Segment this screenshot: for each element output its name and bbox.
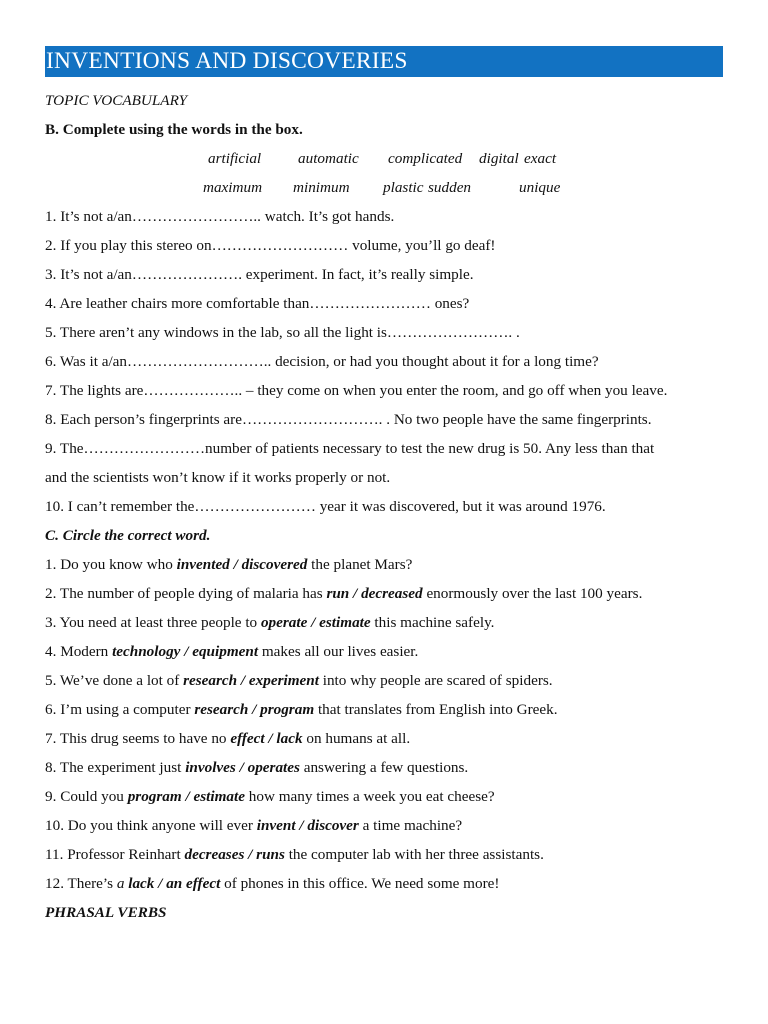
- item-text: of phones in this office. We need some more!: [220, 875, 500, 892]
- item-text: 1. Do you know who: [45, 556, 177, 573]
- word-choice[interactable]: operate / estimate: [260, 614, 371, 631]
- box-word: unique: [519, 179, 561, 196]
- exercise-b-item-continuation: and the scientists won’t know if it works properly or not.: [45, 469, 391, 486]
- box-word: artificial: [208, 150, 262, 167]
- box-word: digital: [479, 150, 519, 167]
- exercise-c-item: [45, 758, 468, 778]
- item-text: 6. I’m using a computer: [45, 701, 195, 718]
- item-text: that translates from English into Greek.: [314, 701, 558, 718]
- item-text: this machine safely.: [370, 614, 495, 631]
- item-text: answering a few questions.: [299, 759, 469, 776]
- box-word: sudden: [428, 179, 472, 196]
- section-c-heading: C. Circle the correct word.: [45, 527, 211, 544]
- exercise-b-item: 6. Was it a/an……………………….. decision, or had you thought about it for a long time?: [45, 353, 599, 370]
- word-choice[interactable]: program / estimate: [127, 788, 245, 805]
- word-choice[interactable]: run / decreased: [326, 585, 423, 602]
- word-box-row-2: [0, 178, 768, 198]
- word-choice[interactable]: involves / operates: [185, 759, 300, 776]
- box-word: plastic: [383, 179, 424, 196]
- exercise-c-item: [45, 700, 558, 720]
- exercise-b-item: 2. If you play this stereo on……………………… volume, you’ll go deaf!: [45, 237, 496, 254]
- item-text: makes all our lives easier.: [258, 643, 419, 660]
- box-word: automatic: [298, 150, 359, 167]
- item-text: 8. The experiment just: [45, 759, 186, 776]
- exercise-b-item: 3. It’s not a/an…………………. experiment. In fact, it’s really simple.: [45, 266, 474, 283]
- item-text: on humans at all.: [302, 730, 411, 747]
- exercise-b-item: 9. The……………………number of patients necessary to test the new drug is 50. Any less than that: [45, 440, 655, 457]
- exercise-b-item: 7. The lights are……………….. – they come on when you enter the room, and go off when you leave.: [45, 382, 668, 399]
- word-box-row-1: [0, 149, 768, 169]
- exercise-c-item: [45, 671, 553, 691]
- exercise-c-item: [45, 874, 499, 894]
- page-title: INVENTIONS AND DISCOVERIES: [45, 46, 723, 77]
- item-text: 7. This drug seems to have no: [45, 730, 231, 747]
- item-text: the planet Mars?: [307, 556, 413, 573]
- box-word: maximum: [203, 179, 263, 196]
- exercise-c-item: [45, 642, 418, 662]
- box-word: minimum: [293, 179, 350, 196]
- exercise-c-item: [45, 584, 642, 604]
- item-text: 5. We’ve done a lot of: [45, 672, 184, 689]
- exercise-b-item: 5. There aren’t any windows in the lab, so all the light is……………………. .: [45, 324, 520, 341]
- exercise-c-item: [45, 845, 544, 865]
- item-text: 9. Could you: [45, 788, 128, 805]
- section-b-heading: B. Complete using the words in the box.: [45, 121, 303, 138]
- item-text: enormously over the last 100 years.: [422, 585, 643, 602]
- exercise-c-item: [45, 613, 494, 633]
- word-choice[interactable]: invented / discovered: [176, 556, 308, 573]
- item-text: into why people are scared of spiders.: [318, 672, 553, 689]
- exercise-b-item: 4. Are leather chairs more comfortable than…………………… ones?: [45, 295, 470, 312]
- phrasal-verbs-heading: PHRASAL VERBS: [45, 904, 167, 921]
- word-choice[interactable]: invent / discover: [256, 817, 359, 834]
- word-choice[interactable]: research / experiment: [183, 672, 319, 689]
- item-text: 12. There’s: [45, 875, 117, 892]
- exercise-b-item: 1. It’s not a/an…………………….. watch. It’s got hands.: [45, 208, 395, 225]
- box-word: exact: [524, 150, 557, 167]
- exercise-b-item: 8. Each person’s fingerprints are………………………. . No two people have the same fingerprints.: [45, 411, 652, 428]
- topic-subtitle: TOPIC VOCABULARY: [45, 92, 188, 109]
- word-choice[interactable]: decreases / runs: [184, 846, 285, 863]
- exercise-c-item: [45, 555, 412, 575]
- item-text: 11. Professor Reinhart: [45, 846, 185, 863]
- exercise-c-item: [45, 816, 462, 836]
- box-word: complicated: [388, 150, 463, 167]
- exercise-c-item: [45, 729, 410, 749]
- item-text-article: a: [116, 875, 129, 892]
- word-choice[interactable]: lack / an effect: [128, 875, 221, 892]
- item-text: the computer lab with her three assistants.: [284, 846, 544, 863]
- item-text: 10. Do you think anyone will ever: [45, 817, 257, 834]
- exercise-b-item: 10. I can’t remember the…………………… year it was discovered, but it was around 1976.: [45, 498, 606, 515]
- item-text: how many times a week you eat cheese?: [244, 788, 495, 805]
- exercise-c-item: [45, 787, 495, 807]
- word-choice[interactable]: effect / lack: [230, 730, 303, 747]
- item-text: a time machine?: [358, 817, 463, 834]
- word-choice[interactable]: technology / equipment: [112, 643, 259, 660]
- item-text: 4. Modern: [45, 643, 113, 660]
- item-text: 2. The number of people dying of malaria has: [45, 585, 327, 602]
- word-choice[interactable]: research / program: [194, 701, 315, 718]
- item-text: 3. You need at least three people to: [45, 614, 261, 631]
